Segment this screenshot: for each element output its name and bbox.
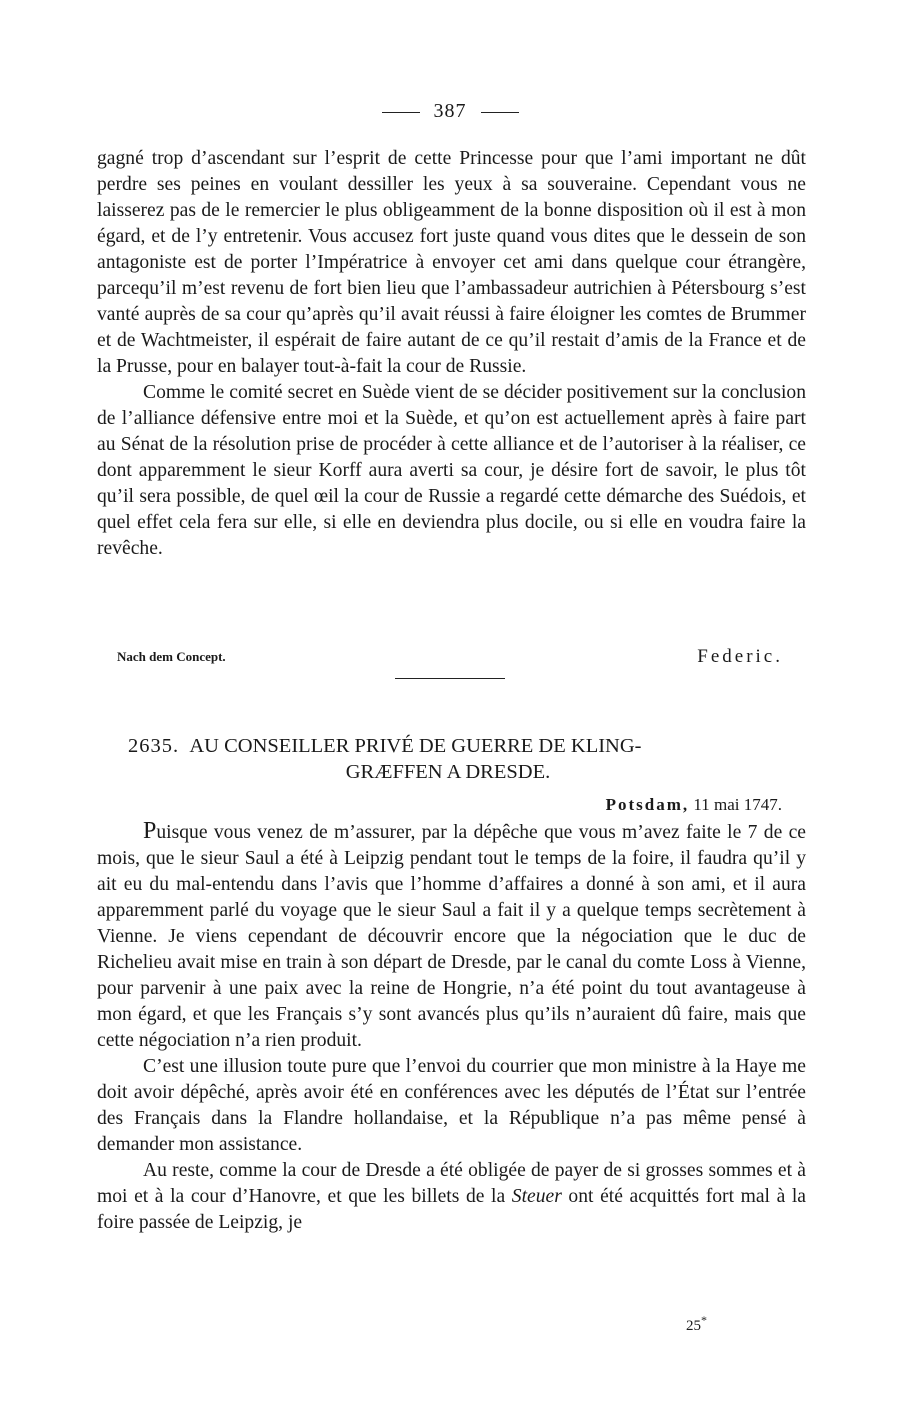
paragraph: C’est une illusion toute pure que l’envoi du courrier que mon ministre à la Haye me doit avoir dépêché, après avoir été en conférences avec les députés de l’État sur l’entrée des Français dans la Flandre hollandaise, et la République n’a pas même pensé à demander mon assistance. <box>97 1056 806 1155</box>
signature-star: * <box>701 1313 707 1327</box>
running-head-dash-left <box>382 112 420 113</box>
source-note: Nach dem Concept. <box>117 649 226 664</box>
heading-line-1: AU CONSEILLER PRIVÉ DE GUERRE DE KLING- <box>189 735 642 757</box>
paragraph: Comme le comité secret en Suède vient de se décider positivement sur la conclusion de l’alliance défensive entre moi et la Suède, et qu’on est actuellement après à faire part au Sénat de la résolution prise de procéder à cette alliance et de l’autoriser à la réaliser, ce dont apparemment le sieur Korff aura averti sa cour, je désire fort de savoir, le plus tôt qu’il sera possible, de quel œil la cour de Russie a regardé cette démarche des Suédois, et quel effet cela fera sur elle, si elle en deviendra plus docile, ou si elle en voudra faire la revêche. <box>97 382 806 559</box>
heading-line-2: GRÆFFEN A DRESDE. <box>345 761 551 783</box>
paragraph: Puisque vous venez de m’assurer, par la dépêche que vous m’avez faite le 7 de ce mois, que le sieur Saul a été à Leipzig pendant tout le temps de la foire, il faudra qu’il y ait eu du mal-entendu dans l’avis que l’homme d’affaires a donné à son ami, et il aura apparemment parlé du voyage que le sieur Saul a fait il y a quelque temps secrètement à Vienne. Je viens cependant de découvrir encore que la négociation que le duc de Richelieu avait mise en train à son départ de Dresde, par le canal du comte Loss à Vienne, pour parvenir à une paix avec la reine de Hongrie, n’a été point du tout avantageuse à mon égard, et que les Français s’y sont avancés plus qu’ils n’auraient dû faire, mais que cette négociation n’a rien produit. <box>97 818 806 1051</box>
paragraph: gagné trop d’ascendant sur l’esprit de cette Princesse pour que l’ami important ne dût perdre ses peines en voulant dessiller les yeux à sa souveraine. Cependant vous ne laisserez pas de le remercier le plus obligeamment de la bonne disposition où il est à mon égard, et de l’y entretenir. Vous accusez fort juste quand vous dites que le dessein de son antagoniste est de porter l’Impératrice à envoyer cet ami dans quelque cour étrangère, parcequ’il m’est revenu de fort bien lieu que l’ambassadeur autrichien à Pétersbourg s’est vanté auprès de sa cour qu’après qu’il avait réussi à faire éloigner les comtes de Brummer et de Wachtmeister, il espérait de faire autant de ce qu’il restait d’amis de la France et de la Prusse, pour en balayer tout-à-fait la cour de Russie. <box>97 148 806 377</box>
date-place: Potsdam, <box>605 795 690 814</box>
date: 11 mai 1747. <box>693 795 782 814</box>
letter-2634-closing-text <box>97 146 806 562</box>
signature-number: 25 <box>686 1318 701 1334</box>
letter-2635-body <box>97 818 806 1236</box>
letter-closing <box>97 644 783 674</box>
text-run: ont été acquittés fort mal à la foire passée de Leipzig, je <box>97 1186 807 1233</box>
letter-number: 2635. <box>128 735 180 757</box>
page-number: 387 <box>433 100 467 122</box>
running-head <box>0 100 900 123</box>
italic-term: Steuer <box>511 1186 562 1207</box>
signature: Federic. <box>697 646 783 667</box>
signature-mark <box>686 1313 707 1335</box>
section-divider <box>395 678 505 679</box>
letter-heading <box>128 733 808 785</box>
paragraph <box>97 1158 806 1236</box>
text-run: Au reste, comme la cour de Dresde a été obligée de payer de si grosses sommes et à moi et à la cour d’Hanovre, et que les billets de la <box>97 1160 806 1207</box>
dateline <box>606 795 782 815</box>
running-head-dash-right <box>481 112 519 113</box>
